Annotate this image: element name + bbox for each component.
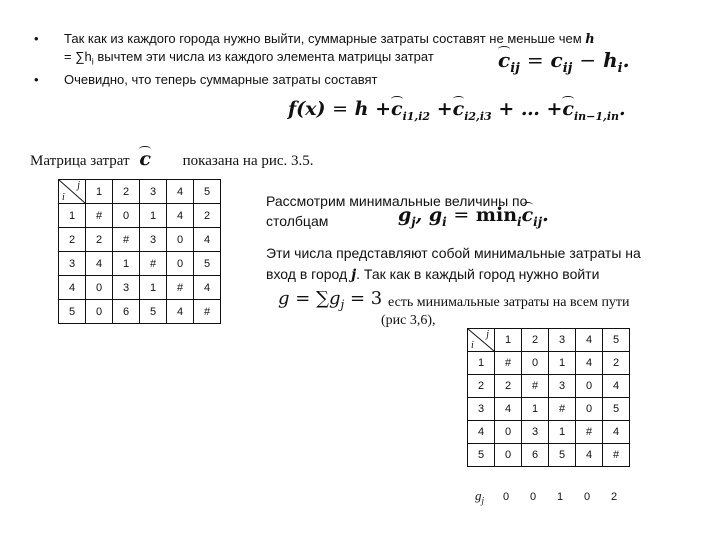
matrix-row — [468, 398, 630, 421]
matrix-cell: 6 — [113, 300, 140, 324]
gj-label: $g_j$ — [475, 488, 485, 506]
matrix-cell: 4 — [167, 204, 194, 228]
matrix-col-header: 4 — [167, 180, 194, 204]
bullet-1-line2-rest: вычтем эти числа из каждого элемента матрицы затрат — [97, 49, 434, 64]
matrix-col-header: 3 — [140, 180, 167, 204]
matrix-cell: 2 — [194, 204, 221, 228]
bullet-1-line2-start: = ∑h — [64, 49, 92, 64]
matrix-row — [468, 352, 630, 375]
matrix-cell: 0 — [86, 276, 113, 300]
matrix-col-header: 2 — [522, 329, 549, 352]
para1-line2: столбцам — [266, 213, 329, 229]
matrix-cell: # — [603, 444, 630, 467]
matrix-header-row — [59, 180, 221, 204]
matrix-cell: 5 — [194, 252, 221, 276]
matrix-cell: 2 — [86, 228, 113, 252]
paragraph-min-entry — [266, 243, 716, 286]
matrix-cell: 4 — [576, 444, 603, 467]
caption-prefix: Матрица затрат — [30, 153, 130, 169]
matrix-col-header: 2 — [113, 180, 140, 204]
matrix-cell: 2 — [495, 375, 522, 398]
matrix-cell: 5 — [549, 444, 576, 467]
reduced-matrix-table — [467, 328, 630, 467]
matrix-row — [468, 421, 630, 444]
matrix-cell: 6 — [522, 444, 549, 467]
matrix-row — [59, 252, 221, 276]
matrix-cell: 4 — [576, 352, 603, 375]
matrix-cell: 1 — [140, 204, 167, 228]
matrix-cell: 2 — [603, 352, 630, 375]
bullet-1-line1: Так как из каждого города нужно выйти, суммарные затраты составят не меньше чем — [64, 31, 582, 46]
matrix-cell: # — [140, 252, 167, 276]
bullet-marker: • — [34, 31, 39, 46]
matrix-row — [59, 204, 221, 228]
para2-line2-start: вход в город — [266, 266, 348, 282]
matrix-cell: 3 — [522, 421, 549, 444]
matrix-row-header: 4 — [59, 276, 86, 300]
matrix-row-header: 2 — [468, 375, 495, 398]
matrix-cell: 4 — [167, 300, 194, 324]
matrix-cell: 4 — [495, 398, 522, 421]
matrix-cell: # — [495, 352, 522, 375]
matrix-cell: # — [167, 276, 194, 300]
var-h: h — [585, 32, 595, 47]
matrix-cell: # — [576, 421, 603, 444]
para1-line1: Рассмотрим минимальные величины по — [266, 193, 528, 209]
matrix-cell: 0 — [167, 252, 194, 276]
matrix-cell: # — [113, 228, 140, 252]
matrix-cell: 4 — [86, 252, 113, 276]
matrix-col-header: 5 — [603, 329, 630, 352]
formula-g-sum: $g = \sum g_j = 3$ — [278, 288, 383, 312]
gj-value: 0 — [503, 491, 510, 503]
matrix-row — [59, 300, 221, 324]
matrix-cell: 5 — [140, 300, 167, 324]
matrix-cell: 3 — [113, 276, 140, 300]
matrix-col-header: 4 — [576, 329, 603, 352]
matrix-row — [468, 375, 630, 398]
matrix-cell: # — [549, 398, 576, 421]
matrix-cell: 1 — [549, 352, 576, 375]
matrix-row-header: 4 — [468, 421, 495, 444]
matrix-cell: # — [522, 375, 549, 398]
matrix-cell: 1 — [140, 276, 167, 300]
bullet-2-text: Очевидно, что теперь суммарные затраты составят — [64, 72, 378, 87]
var-j: j — [351, 267, 357, 283]
matrix-col-header: 5 — [194, 180, 221, 204]
matrix-cell: 0 — [495, 444, 522, 467]
matrix-col-header: 3 — [549, 329, 576, 352]
matrix-row-header: 2 — [59, 228, 86, 252]
matrix-cell: 1 — [549, 421, 576, 444]
matrix-cell: 5 — [603, 398, 630, 421]
matrix-cell: 4 — [603, 375, 630, 398]
para2-line2-end: . Так как в каждый город нужно войти — [356, 266, 600, 282]
matrix-row-header: 5 — [59, 300, 86, 324]
gj-value: 0 — [530, 491, 537, 503]
matrix-row — [59, 228, 221, 252]
matrix-corner-cell: j i — [59, 180, 86, 204]
matrix-cell: 0 — [522, 352, 549, 375]
matrix-cell: 3 — [140, 228, 167, 252]
matrix-cell: # — [194, 300, 221, 324]
matrix-cell: 0 — [495, 421, 522, 444]
matrix-cell: 4 — [194, 228, 221, 252]
matrix-cell: 0 — [167, 228, 194, 252]
para2-line1: Эти числа представляют собой минимальные затраты на — [266, 245, 641, 261]
matrix-row — [59, 276, 221, 300]
gj-value: 0 — [584, 491, 591, 503]
gj-value: 1 — [557, 491, 564, 503]
gj-value: 2 — [611, 491, 618, 503]
matrix-header-row — [468, 329, 630, 352]
matrix-cell: 3 — [549, 375, 576, 398]
matrix-cell: 1 — [522, 398, 549, 421]
paragraph-total-min — [388, 294, 630, 312]
matrix-caption — [30, 148, 314, 170]
matrix-col-header: 1 — [86, 180, 113, 204]
caption-suffix: показана на рис. 3.5. — [182, 153, 314, 169]
formula-g-min: $g_j$, $g_i = \min_ic_{ij}$. — [398, 204, 549, 229]
matrix-row-header: 1 — [59, 204, 86, 228]
matrix-row — [468, 444, 630, 467]
paragraph-fig-ref — [381, 312, 436, 330]
subscript-i: i — [91, 56, 94, 67]
matrix-col-header: 1 — [495, 329, 522, 352]
matrix-corner-cell: j i — [468, 329, 495, 352]
bullet-marker: • — [34, 72, 39, 87]
matrix-row-header: 3 — [59, 252, 86, 276]
matrix-cell: 4 — [194, 276, 221, 300]
matrix-cell: 0 — [576, 375, 603, 398]
matrix-cell: 1 — [113, 252, 140, 276]
formula-f-x: $f(x) = h +c_{i1,i2} +c_{i2,i3}$ + … $+c_{in-1,in}$. — [288, 98, 626, 123]
matrix-row-header: 3 — [468, 398, 495, 421]
gj-values-row — [467, 488, 629, 508]
para3-line2: (рис 3,6), — [381, 313, 436, 328]
matrix-row-header: 1 — [468, 352, 495, 375]
para3-line1: есть минимальные затраты на всем пути — [388, 295, 630, 310]
matrix-row-header: 5 — [468, 444, 495, 467]
c-hat-symbol: c — [139, 148, 151, 170]
matrix-cell: # — [86, 204, 113, 228]
matrix-cell: 0 — [576, 398, 603, 421]
matrix-cell: 0 — [86, 300, 113, 324]
cost-matrix-table — [58, 179, 221, 324]
matrix-cell: 4 — [603, 421, 630, 444]
formula-c-hat-def: $c_{ij} = c_{ij} - h_i$. — [498, 48, 630, 76]
matrix-cell: 0 — [113, 204, 140, 228]
